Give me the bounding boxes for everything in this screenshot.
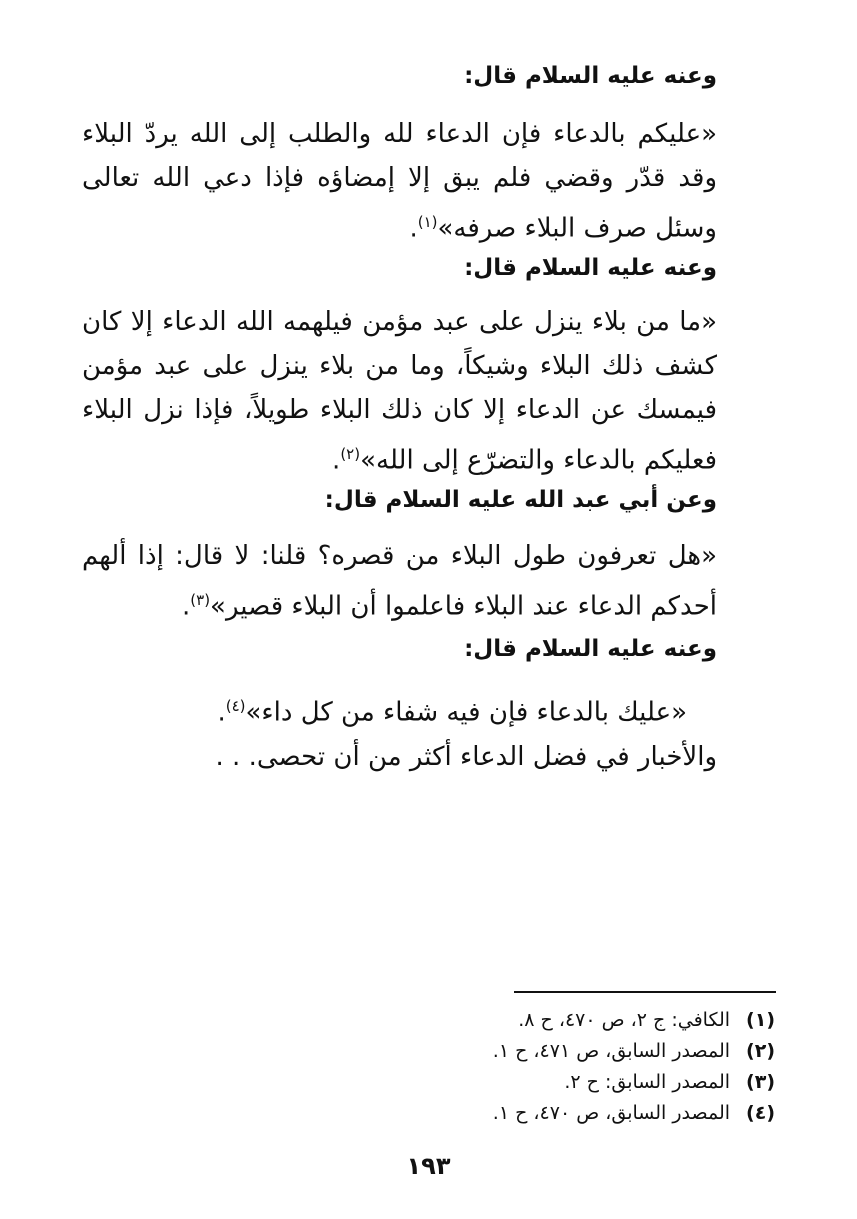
footnote-text: المصدر السابق، ص ٤٧٠، ح ١. (492, 1102, 731, 1124)
footnote-1 (518, 1009, 775, 1031)
footnote-number: (١) (746, 1009, 775, 1031)
footnote-text: المصدر السابق: ح ٢. (564, 1071, 731, 1093)
footnote-number: (٤) (746, 1102, 775, 1124)
footnote-ref-1: (١) (417, 213, 438, 231)
closing-sentence: والأخبار في فضل الدعاء أكثر من أن تحصى. . . (215, 742, 717, 772)
hadith-3-quote: «هل تعرفون طول البلاء من قصره؟ قلنا: لا قال: إذا ألهم أحدكم الدعاء عند البلاء فاعلموا أن البلاء قصير»$^{(٣)}$. (82, 541, 717, 622)
footnote-4 (493, 1102, 775, 1124)
footnote-text: المصدر السابق، ص ٤٧١، ح ١. (492, 1040, 731, 1062)
footnote-3 (564, 1071, 775, 1093)
hadith-2-quote: «ما من بلاء ينزل على عبد مؤمن فيلهمه الله الدعاء إلا كان كشف ذلك البلاء وشيكاً، وما من بلاء ينزل على عبد مؤمن فيمسك عن الدعاء إلا كان ذلك البلاء طويلاً، فإذا نزل البلاء فعليكم بالدعاء والتضرّع إلى الله»$^{(٢)}$. (82, 307, 717, 476)
page-number: ١٩٣ (406, 1152, 451, 1180)
footnote-ref-4: (٤) (225, 697, 246, 715)
hadith-1-quote: «عليكم بالدعاء فإن الدعاء لله والطلب إلى الله يردّ البلاء وقد قدّر وقضي فلم يبق إلا إمضاؤه فإذا دعي الله تعالى وسئل صرف البلاء صرفه»$^{(١)}$. (82, 119, 717, 244)
footnote-2 (493, 1040, 775, 1062)
footnote-number: (٢) (746, 1040, 775, 1062)
hadith-1-intro: وعنه عليه السلام قال: (464, 63, 717, 89)
hadith-4-quote: «عليك بالدعاء فإن فيه شفاء من كل داء»$^{(٤)}$. (217, 697, 687, 728)
footnote-separator (514, 991, 776, 993)
footnote-ref-3: (٣) (190, 591, 211, 609)
hadith-2-intro: وعنه عليه السلام قال: (464, 255, 717, 281)
hadith-4-intro: وعنه عليه السلام قال: (464, 636, 717, 662)
footnote-number: (٣) (746, 1071, 775, 1093)
hadith-3-intro: وعن أبي عبد الله عليه السلام قال: (324, 487, 717, 513)
footnote-text: الكافي: ج ٢، ص ٤٧٠، ح ٨. (518, 1009, 731, 1031)
footnote-ref-2: (٢) (340, 445, 361, 463)
